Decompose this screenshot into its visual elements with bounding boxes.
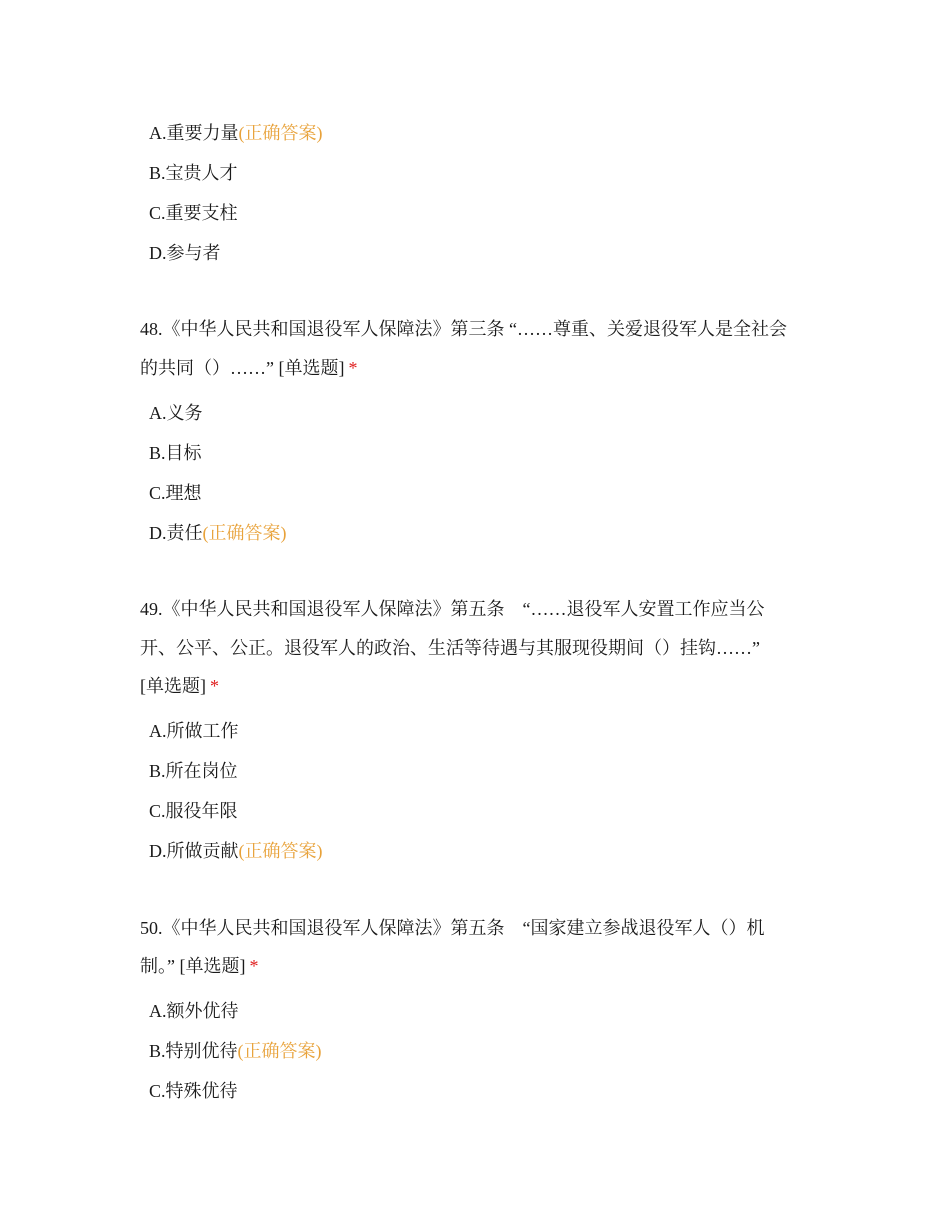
option-text: A.义务 — [149, 403, 203, 423]
correct-answer-tag: (正确答案) — [202, 523, 287, 543]
q49-title-line-3 — [140, 674, 219, 698]
q50-option-c — [149, 1079, 238, 1103]
option-text: C.特殊优待 — [149, 1081, 238, 1101]
option-text: D.责任 — [149, 523, 203, 543]
q49-option-b — [149, 759, 238, 783]
option-text: A.重要力量 — [149, 123, 239, 143]
q50-title-line-1: 50.《中华人民共和国退役军人保障法》第五条 “国家建立参战退役军人（）机 — [140, 918, 765, 938]
question-type: [单选题] — [140, 676, 206, 696]
correct-answer-tag: (正确答案) — [238, 841, 323, 861]
option-text: D.参与者 — [149, 243, 221, 263]
correct-answer-tag: (正确答案) — [237, 1041, 322, 1061]
q47-option-c — [149, 201, 238, 225]
option-text: D.所做贡献 — [149, 841, 239, 861]
required-mark: * — [348, 358, 358, 378]
option-text: A.所做工作 — [149, 721, 239, 741]
required-mark: * — [249, 956, 259, 976]
option-text: B.特别优待 — [149, 1041, 238, 1061]
option-text: A.额外优待 — [149, 1001, 239, 1021]
q50-option-b — [149, 1039, 322, 1063]
option-text: B.宝贵人才 — [149, 163, 238, 183]
q48-title-line-1: 48.《中华人民共和国退役军人保障法》第三条 “……尊重、关爱退役军人是全社会 — [140, 319, 787, 339]
q48-option-c — [149, 481, 202, 505]
question-text: 制。” [单选题] — [140, 956, 246, 976]
correct-answer-tag: (正确答案) — [238, 123, 323, 143]
q49-title-line-2: 开、公平、公正。退役军人的政治、生活等待遇与其服现役期间（）挂钩……” — [140, 638, 760, 658]
option-text: C.理想 — [149, 483, 202, 503]
q49-option-d — [149, 839, 323, 863]
q47-option-b — [149, 161, 238, 185]
q49-option-c — [149, 799, 238, 823]
q48-option-b — [149, 441, 202, 465]
q48-option-d — [149, 521, 287, 545]
option-text: C.服役年限 — [149, 801, 238, 821]
question-text: 的共同（）……” [单选题] — [140, 358, 345, 378]
q50-title-line-2 — [140, 954, 258, 978]
q49-option-a — [149, 719, 239, 743]
option-text: B.所在岗位 — [149, 761, 238, 781]
option-text: C.重要支柱 — [149, 203, 238, 223]
option-text: B.目标 — [149, 443, 202, 463]
required-mark: * — [210, 676, 219, 696]
q48-option-a — [149, 401, 203, 425]
q50-option-a — [149, 999, 239, 1023]
q47-option-d — [149, 241, 221, 265]
q47-option-a — [149, 121, 323, 145]
q48-title-line-2 — [140, 356, 357, 380]
q49-title-line-1: 49.《中华人民共和国退役军人保障法》第五条 “……退役军人安置工作应当公 — [140, 599, 765, 619]
